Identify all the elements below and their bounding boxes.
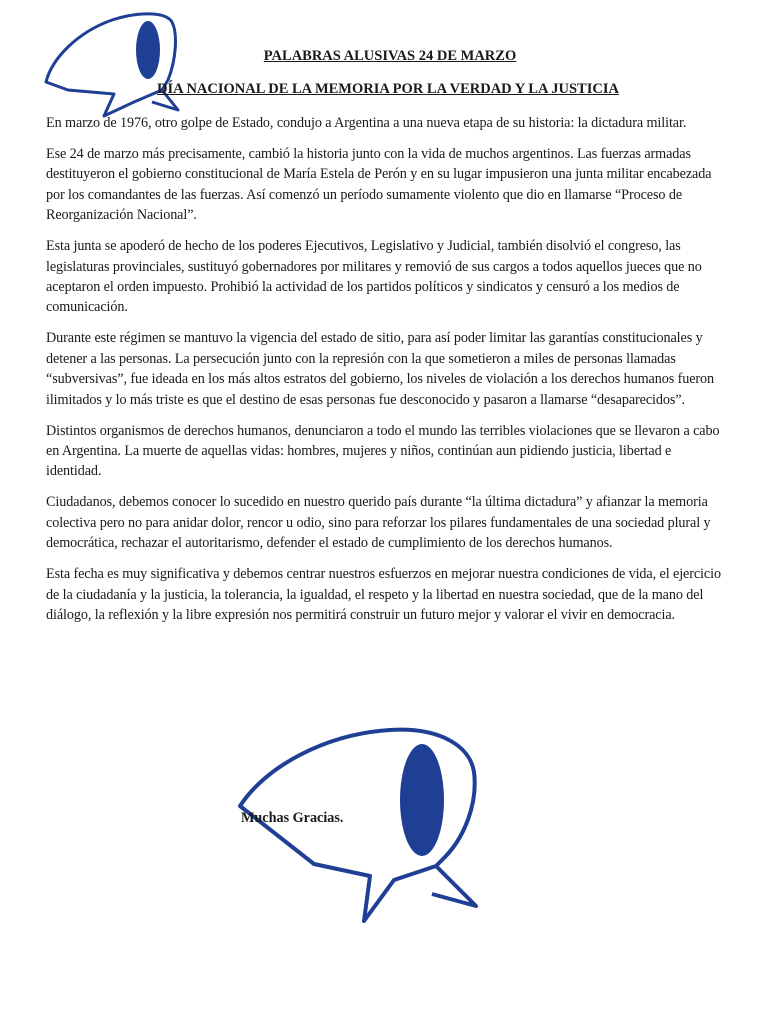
paragraph: Ciudadanos, debemos conocer lo sucedido en nuestro querido país durante “la última dictadura” y afianzar la memoria colectiva pero no para anidar dolor, rencor u odio, sino para reforzar los pilares fundamentales de una sociedad plural y democrática, rechazar el autoritarismo, defender el estado de cumplimiento de los derechos humanos. bbox=[46, 494, 711, 552]
paragraph: Esta junta se apoderó de hecho de los poderes Ejecutivos, Legislativo y Judicial, también disolvió el congreso, las legislaturas provinciales, sustituyó gobernadores por militares y removió de sus cargos a todos aquellos jueces que no aceptaron el orden impuesto. Prohibió la actividad de los partidos políticos y sindicatos y censuró a los medios de comunicación. bbox=[46, 238, 702, 316]
paragraph: Ese 24 de marzo más precisamente, cambió la historia junto con la vida de muchos argentinos. Las fuerzas armadas destituyeron el gobierno constitucional de María Estela de Perón y en su lugar impusieron una junta militar encabezada por los comandantes de las fuerzas. Así comenzó un período sumamente violento que dio en llamarse “Proceso de Reorganización Nacional”. bbox=[46, 146, 712, 224]
document-body bbox=[46, 113, 726, 636]
white-kerchief-icon bbox=[214, 726, 494, 931]
paragraph: Esta fecha es muy significativa y debemos centrar nuestros esfuerzos en mejorar nuestra condiciones de vida, el ejercicio de la ciudadanía y la justicia, la tolerancia, la igualdad, el respeto y la libertad en nuestra sociedad, que de la mano del diálogo, la reflexión y la libre expresión nos permitirá construir un futuro mejor y valorar el vivir en democracia. bbox=[46, 566, 721, 624]
paragraph: En marzo de 1976, otro golpe de Estado, condujo a Argentina a una nueva etapa de su historia: la dictadura militar. bbox=[46, 115, 687, 131]
paragraph: Distintos organismos de derechos humanos, denunciaron a todo el mundo las terribles violaciones que se llevaron a cabo en Argentina. La muerte de aquellas vidas: hombres, mujeres y niños, continúan aun pidiendo justicia, libertad e identidad. bbox=[46, 422, 720, 480]
document-subtitle: DÍA NACIONAL DE LA MEMORIA POR LA VERDAD Y LA JUSTICIA bbox=[157, 81, 619, 97]
white-kerchief-icon bbox=[42, 6, 202, 126]
paragraph: Durante este régimen se mantuvo la vigencia del estado de sitio, para así poder limitar las garantías constitucionales y detener a las personas. La persecución junto con la represión con la que sometieron a miles de personas llamadas “subversivas”, fue ideada en los más altos estratos del gobierno, los niveles de violación a los derechos humanos fueron ilimitados y lo más triste es que el destino de esas personas fue desconocido y pasaron a llamarse “desaparecidos”. bbox=[46, 330, 715, 408]
closing-text: Muchas Gracias. bbox=[241, 810, 344, 826]
document-title: PALABRAS ALUSIVAS 24 DE MARZO bbox=[263, 48, 517, 64]
